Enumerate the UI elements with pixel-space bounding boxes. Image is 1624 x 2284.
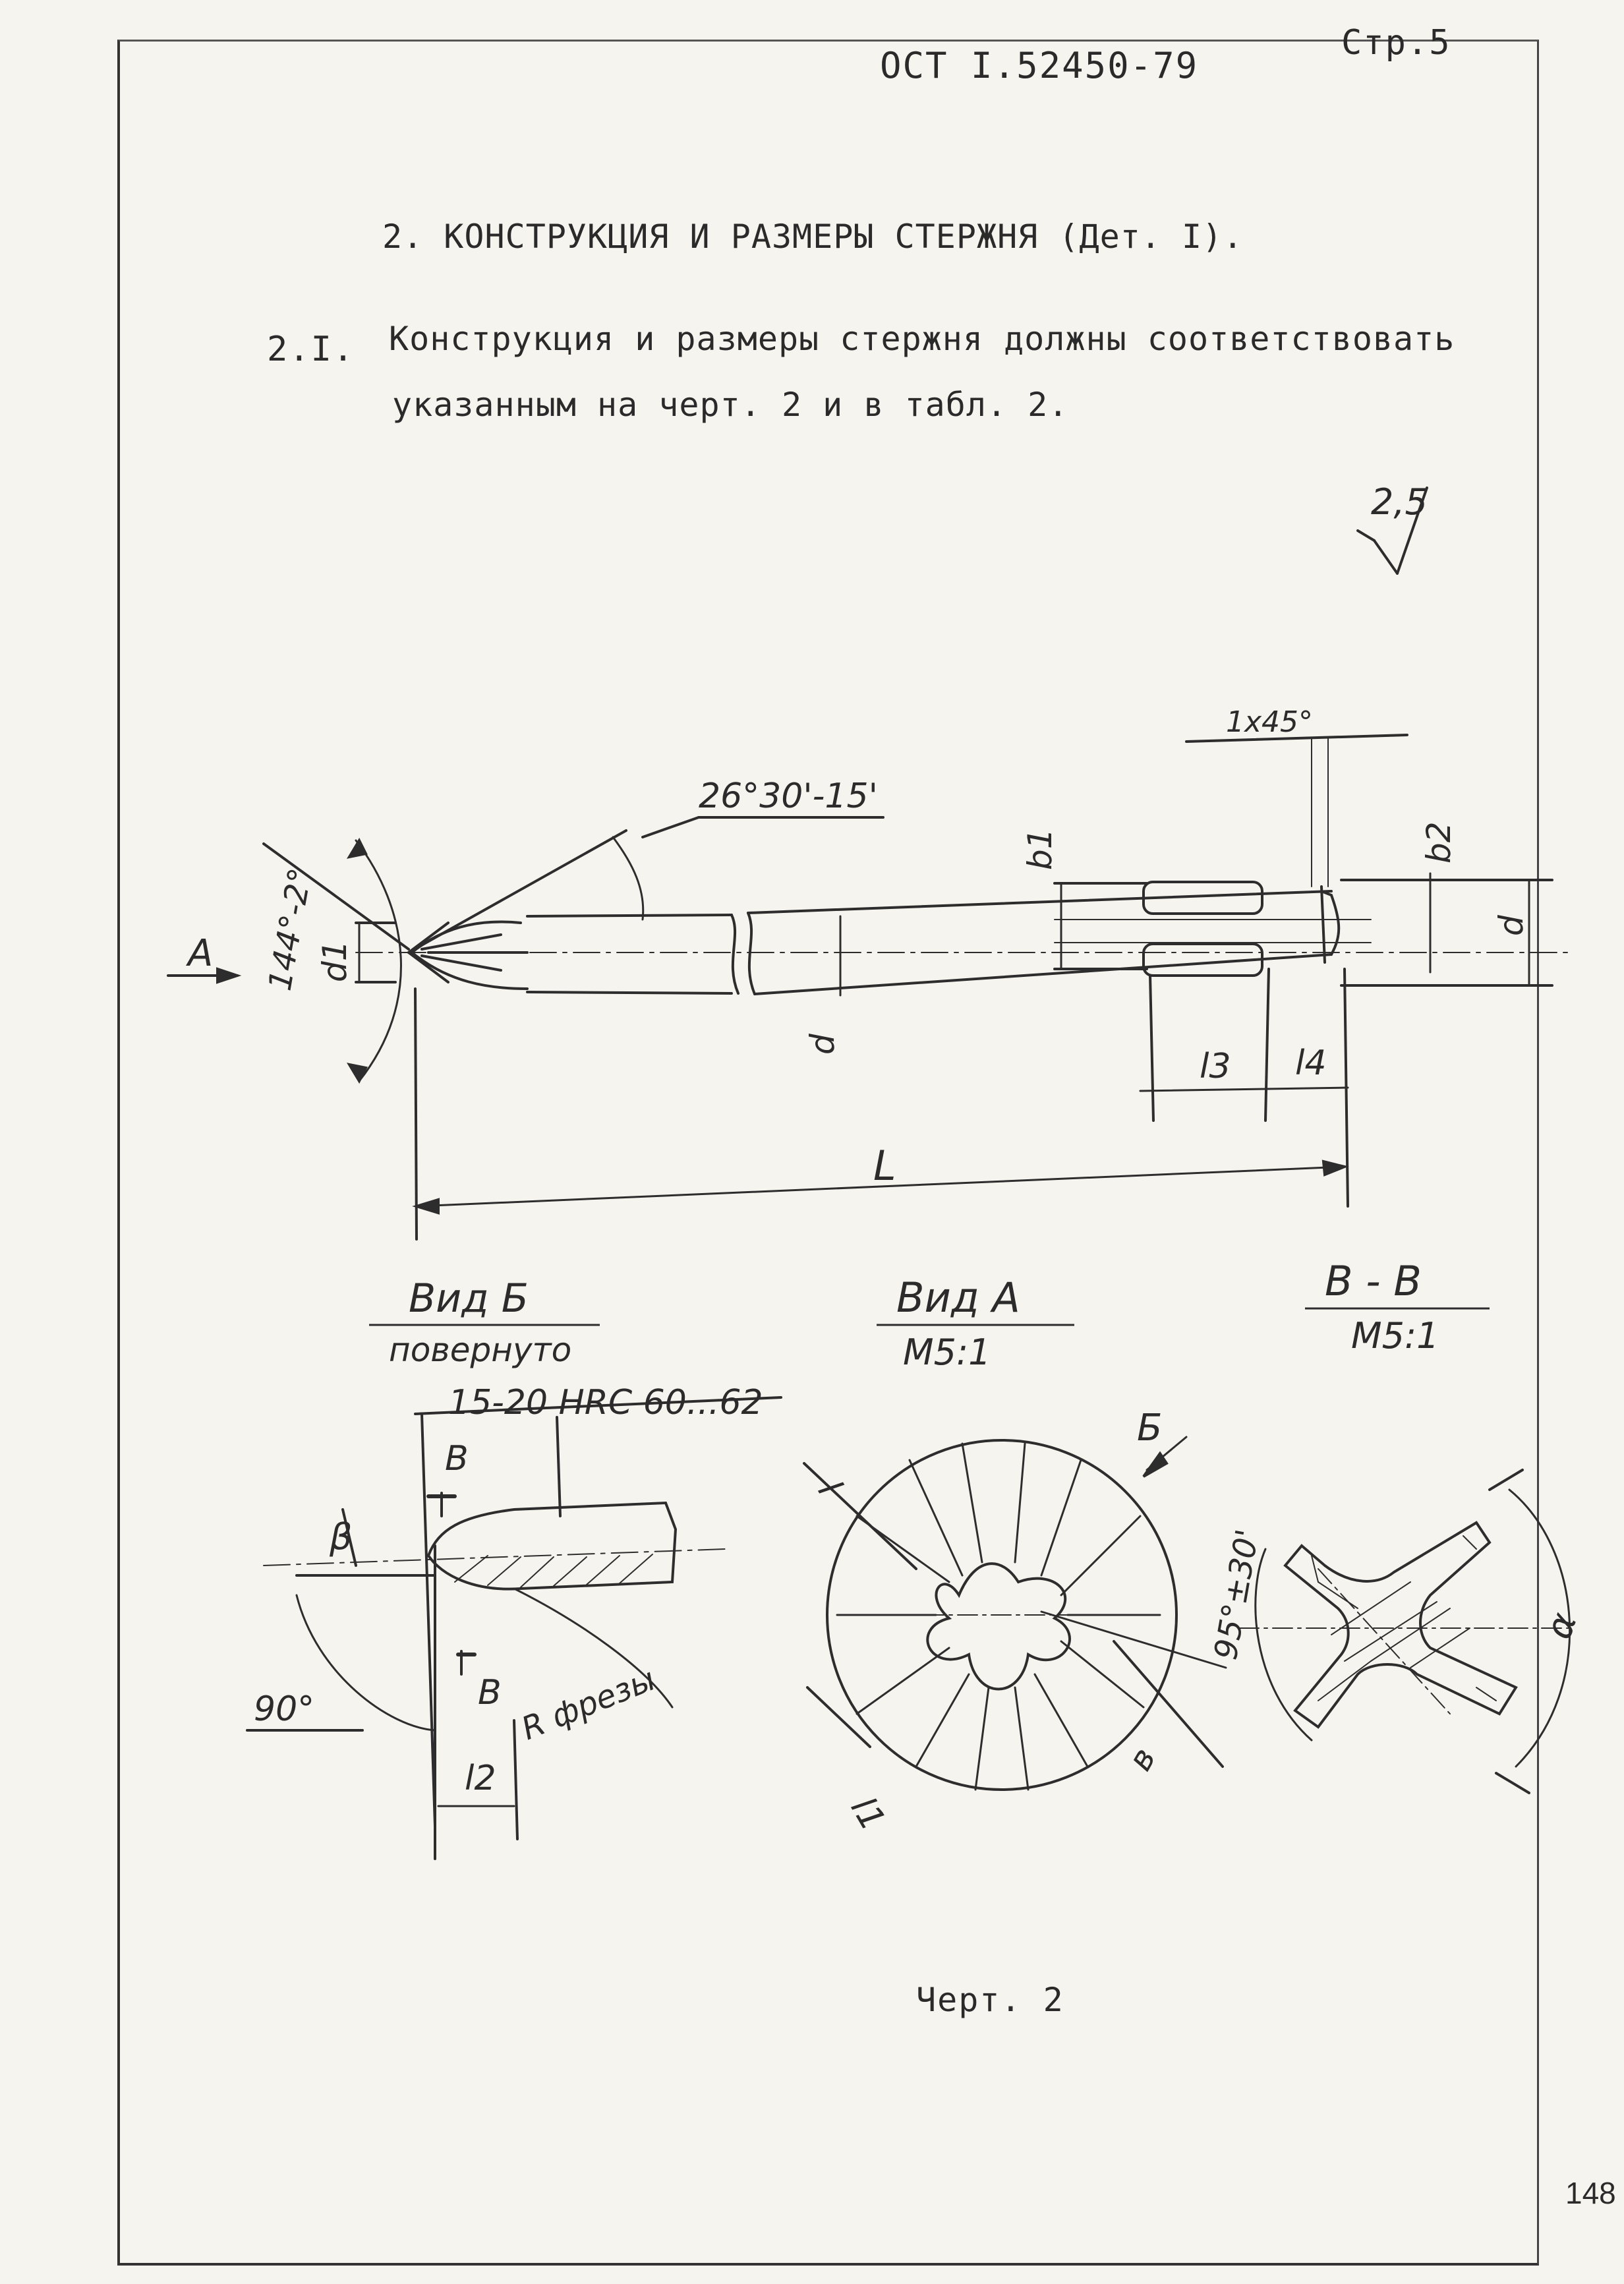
- view-a-scale: М5:1: [903, 1332, 991, 1373]
- dim-l4-label: l4: [1295, 1043, 1327, 1083]
- section-mark-top: В: [445, 1439, 469, 1479]
- clause-line-1: Конструкция и размеры стержня должны соответствовать: [389, 320, 1455, 358]
- section-vv-angle: 95°±30': [1207, 1526, 1267, 1663]
- dim-l-label: l: [809, 1474, 849, 1503]
- dim-d-right-label: d: [1492, 915, 1530, 936]
- section-vv-title: В - В: [1325, 1257, 1422, 1305]
- clause-line-2: указанным на черт. 2 и в табл. 2.: [392, 386, 1069, 424]
- page-label: Стр.5: [1341, 23, 1451, 63]
- dim-d1-label: d1: [316, 940, 354, 982]
- roughness-value: 2,5: [1371, 481, 1428, 523]
- view-a-marker: А: [188, 932, 214, 975]
- dim-l2-label: l2: [465, 1759, 496, 1798]
- dim-l1-label: l1: [842, 1790, 893, 1838]
- angle-alpha-label: α: [1537, 1606, 1586, 1645]
- view-b-subtitle: повернуто: [389, 1331, 572, 1369]
- taper-angle-label: 26°30'-15': [699, 776, 878, 816]
- sheet-number: 148: [1565, 2176, 1616, 2210]
- cutter-radius-label: R фрезы: [516, 1660, 661, 1748]
- dim-b-label: в: [1120, 1741, 1164, 1777]
- dim-b1-label: b1: [1021, 828, 1059, 870]
- view-a-title: Вид А: [896, 1274, 1020, 1322]
- section-title: 2. КОНСТРУКЦИЯ И РАЗМЕРЫ СТЕРЖНЯ (Дет. I).: [382, 218, 1244, 256]
- angle-90-label: 90°: [254, 1689, 315, 1729]
- dim-d-label: d: [803, 1034, 842, 1055]
- view-a-arrow-label: Б: [1137, 1407, 1163, 1449]
- figure-caption: Черт. 2: [916, 1981, 1064, 2019]
- section-vv-scale: М5:1: [1351, 1315, 1439, 1357]
- chamfer-label: 1x45°: [1226, 705, 1314, 739]
- view-b-drawing: [247, 1397, 781, 1859]
- hardness-label: 15-20 HRC 60...62: [448, 1383, 763, 1422]
- angle-beta-label: β: [330, 1516, 353, 1558]
- clause-number: 2.I.: [267, 330, 355, 369]
- dim-l3-label: l3: [1200, 1047, 1231, 1086]
- dim-b2-label: b2: [1420, 821, 1458, 864]
- dim-L-label: L: [873, 1142, 896, 1190]
- view-a-drawing: [804, 1437, 1226, 1790]
- section-vv-drawing: [1239, 1470, 1570, 1793]
- view-b-title: Вид Б: [409, 1275, 529, 1322]
- doc-number: ОСТ I.52450-79: [880, 45, 1199, 86]
- section-mark-bottom: В: [478, 1673, 502, 1713]
- tip-angle-label: 144°-2°: [261, 865, 320, 994]
